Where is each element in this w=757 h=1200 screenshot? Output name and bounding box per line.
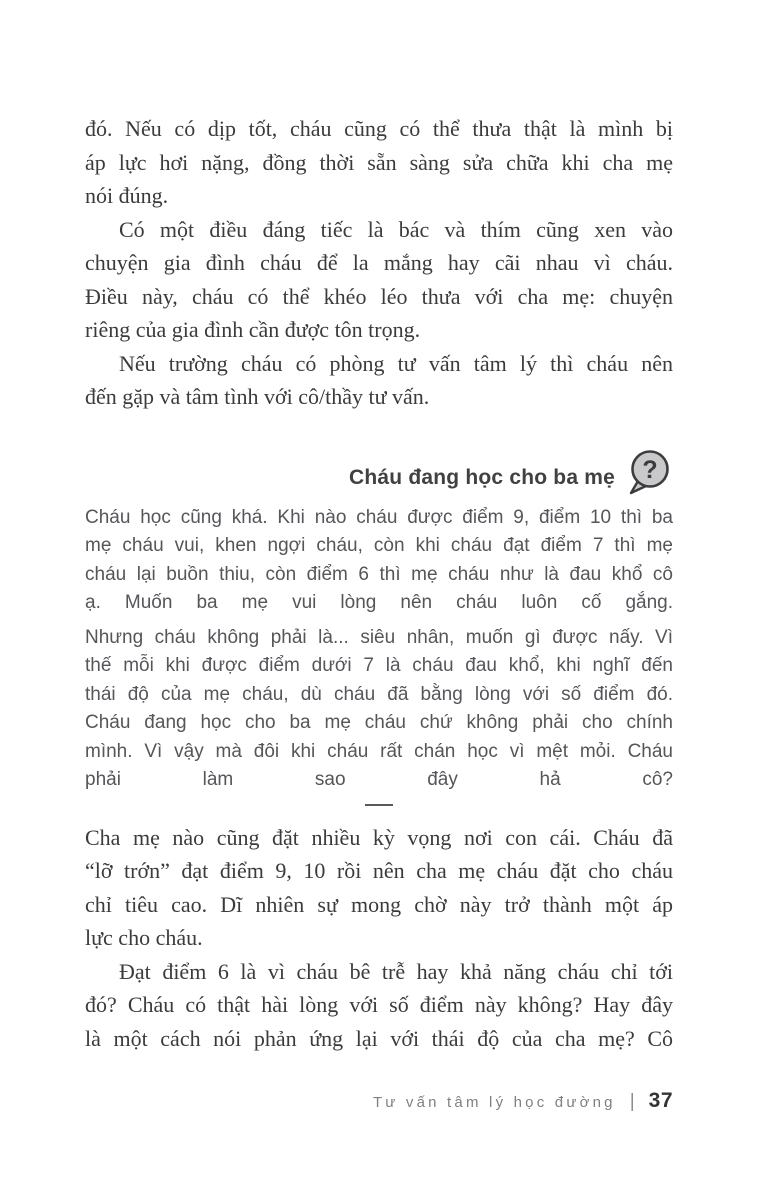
svg-text:?: ? — [642, 455, 658, 484]
text-line: đó. Nếu có dịp tốt, cháu cũng có thể thưa thật là mình bị — [85, 116, 673, 141]
text-line: chuyện gia đình cháu để la mắng hay cãi nhau vì cháu. — [85, 250, 673, 275]
text-line: “lỡ trớn” đạt điểm 9, 10 rồi nên cha mẹ cháu đặt cho cháu — [85, 858, 673, 883]
section-heading: Cháu đang học cho ba mẹ — [349, 465, 615, 489]
text-line: Có một điều đáng tiếc là bác và thím cũng xen vào — [119, 216, 673, 242]
text-line: thái độ của mẹ cháu, dù cháu đã bằng lòng với số điểm đó. — [85, 683, 673, 705]
text-line: Cha mẹ nào cũng đặt nhiều kỳ vọng nơi con cái. Cháu đã — [85, 824, 673, 850]
text-line: Điều này, cháu có thể khéo léo thưa với cha mẹ: chuyện — [85, 283, 673, 309]
text-line: ạ. Muốn ba mẹ vui lòng nên cháu luôn cố gắng. — [85, 592, 673, 613]
text-line: áp lực hơi nặng, đồng thời sẵn sàng sửa chữa khi cha mẹ — [85, 149, 673, 175]
text-line: Nếu trường cháu có phòng tư vấn tâm lý thì cháu nên — [119, 350, 673, 376]
question-bubble-icon — [625, 447, 673, 499]
text-column — [85, 112, 673, 1055]
text-line: mình. Vì vậy mà đôi khi cháu rất chán học vì mệt mỏi. Cháu — [85, 740, 673, 762]
section-divider — [365, 804, 393, 806]
text-line: Đạt điểm 6 là vì cháu bê trễ hay khả năng cháu chỉ tới — [119, 958, 673, 984]
text-line: phải làm sao đây hả cô? — [85, 769, 673, 790]
text-line: cháu lại buồn thiu, còn điểm 6 thì mẹ cháu như là đau khổ cô — [85, 563, 673, 585]
footer-page-number: 37 — [648, 1089, 673, 1112]
text-line: là một cách nói phản ứng lại với thái độ của cha mẹ? Cô — [85, 1025, 673, 1051]
page-footer — [373, 1089, 673, 1113]
advice-text-block — [85, 112, 673, 414]
text-line: đó? Cháu có thật hài lòng với số điểm này không? Hay đây — [85, 992, 673, 1017]
letter-paragraph — [85, 624, 673, 795]
text-line: lực cho cháu. — [85, 925, 203, 950]
text-line: Nhưng cháu không phải là... siêu nhân, muốn gì được nấy. Vì — [85, 626, 673, 648]
footer-book-title: Tư vấn tâm lý học đường — [372, 1094, 616, 1111]
answer-text-block — [85, 821, 673, 1056]
text-line: chỉ tiêu cao. Dĩ nhiên sự mong chờ này trở thành một áp — [85, 891, 673, 917]
text-line: đến gặp và tâm tình với cô/thầy tư vấn. — [85, 384, 430, 409]
text-line: thế mỗi khi được điểm dưới 7 là cháu đau khổ, khi nghĩ đến — [85, 655, 673, 676]
text-line: mẹ cháu vui, khen ngợi cháu, còn khi cháu đạt điểm 7 thì mẹ — [85, 535, 673, 556]
text-line: riêng của gia đình cần được tôn trọng. — [85, 317, 421, 342]
footer-separator: | — [629, 1091, 635, 1112]
text-line: Cháu học cũng khá. Khi nào cháu được điểm 9, điểm 10 thì ba — [85, 506, 673, 528]
section-heading-row — [85, 455, 673, 498]
text-line: Cháu đang học cho ba mẹ cháu chứ không phải cho chính — [85, 712, 673, 733]
letter-paragraph — [85, 504, 673, 618]
student-letter-block — [85, 504, 673, 795]
text-line: nói đúng. — [85, 183, 169, 208]
